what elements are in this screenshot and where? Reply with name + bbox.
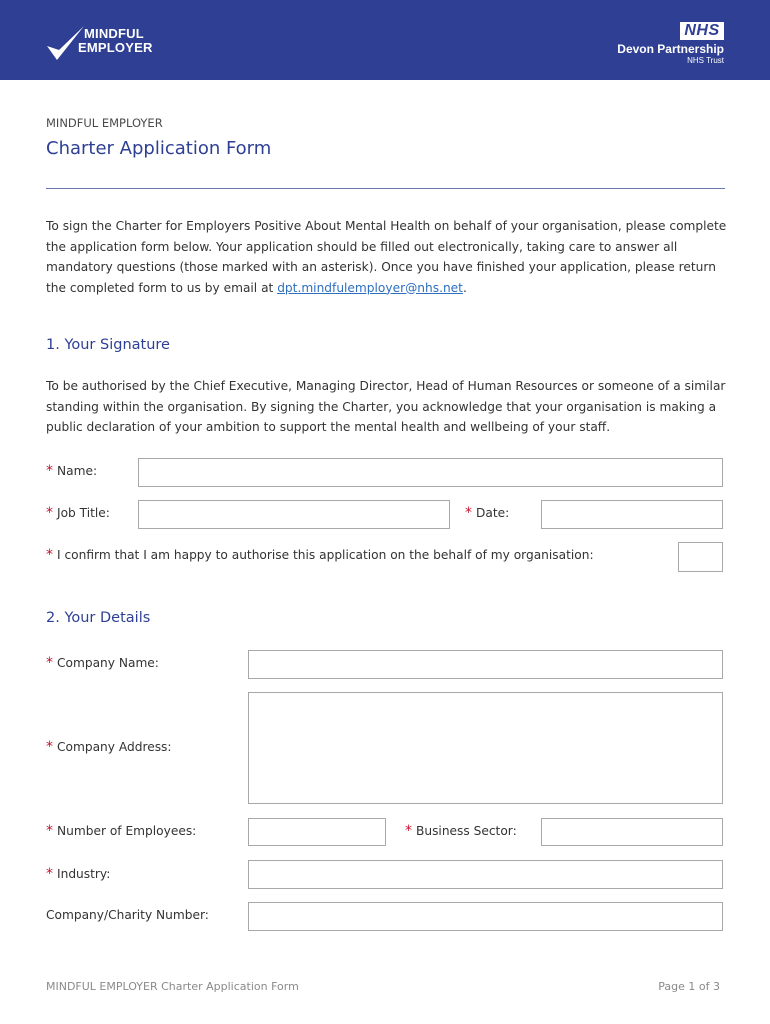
confirm-checkbox[interactable] <box>678 542 723 572</box>
charity-number-label: Company/Charity Number: <box>46 908 209 922</box>
employees-label-text: Number of Employees: <box>57 824 197 838</box>
trust-name: Devon Partnership <box>617 42 724 56</box>
mindful-employer-logo <box>44 22 174 66</box>
document-overline: MINDFUL EMPLOYER <box>46 116 163 130</box>
logo-line1: MINDFUL <box>84 26 144 41</box>
required-asterisk: * <box>46 866 53 882</box>
header-banner <box>0 0 770 80</box>
date-label-text: Date: <box>476 506 510 520</box>
section-heading-details: 2. Your Details <box>46 610 151 626</box>
date-label <box>465 505 509 521</box>
required-asterisk: * <box>46 547 53 563</box>
industry-label <box>46 866 110 882</box>
name-input[interactable] <box>138 458 723 487</box>
required-asterisk: * <box>46 655 53 671</box>
name-label <box>46 463 97 479</box>
company-address-label-text: Company Address: <box>57 740 172 754</box>
employees-label <box>46 823 196 839</box>
required-asterisk: * <box>46 463 53 479</box>
signature-description: To be authorised by the Chief Executive, Managing Director, Head of Human Resources or someone of a similar standing within the organisation. By signing the Charter, you acknowledge that your organisation is making a public declaration of your ambition to support the mental health and wellbeing of your staff. <box>46 379 726 434</box>
sector-label-text: Business Sector: <box>416 824 517 838</box>
nhs-badge: NHS <box>680 22 724 40</box>
job-title-input[interactable] <box>138 500 450 529</box>
intro-end: . <box>462 280 467 295</box>
job-title-label-text: Job Title: <box>57 506 110 520</box>
footer-document-name: MINDFUL EMPLOYER Charter Application Form <box>46 980 299 993</box>
required-asterisk: * <box>46 739 53 755</box>
confirm-label <box>46 547 594 563</box>
name-label-text: Name: <box>57 464 98 478</box>
required-asterisk: * <box>46 823 53 839</box>
industry-label-text: Industry: <box>57 867 111 881</box>
title-divider <box>46 188 725 189</box>
page-title: Charter Application Form <box>46 138 272 159</box>
job-title-label <box>46 505 110 521</box>
required-asterisk: * <box>465 505 472 521</box>
date-input[interactable] <box>541 500 723 529</box>
intro-text: To sign the Charter for Employers Positive About Mental Health on behalf of your organisation, please complete the application form below. Your application should be filled out electronically, taking care to answer all mandatory questions (those marked with an asterisk). Once you have finished your application, please return the completed form to us by email at <box>46 219 727 295</box>
industry-input[interactable] <box>248 860 723 889</box>
required-asterisk: * <box>46 505 53 521</box>
employees-input[interactable] <box>248 818 386 846</box>
confirm-label-text: I confirm that I am happy to authorise this application on the behalf of my organisation: <box>57 548 594 562</box>
charity-number-input[interactable] <box>248 902 723 931</box>
sector-label <box>405 823 517 839</box>
email-link[interactable]: dpt.mindfulemployer@nhs.net <box>277 280 463 295</box>
company-address-label <box>46 739 172 755</box>
company-name-input[interactable] <box>248 650 723 679</box>
company-address-textarea[interactable] <box>248 692 723 804</box>
sector-input[interactable] <box>541 818 723 846</box>
footer-page-number: Page 1 of 3 <box>658 980 720 993</box>
company-name-label-text: Company Name: <box>57 656 159 670</box>
trust-subtitle: NHS Trust <box>687 56 724 65</box>
intro-paragraph <box>46 216 736 298</box>
required-asterisk: * <box>405 823 412 839</box>
company-name-label <box>46 655 159 671</box>
logo-line2: EMPLOYER <box>78 40 153 55</box>
section-heading-signature: 1. Your Signature <box>46 337 170 353</box>
